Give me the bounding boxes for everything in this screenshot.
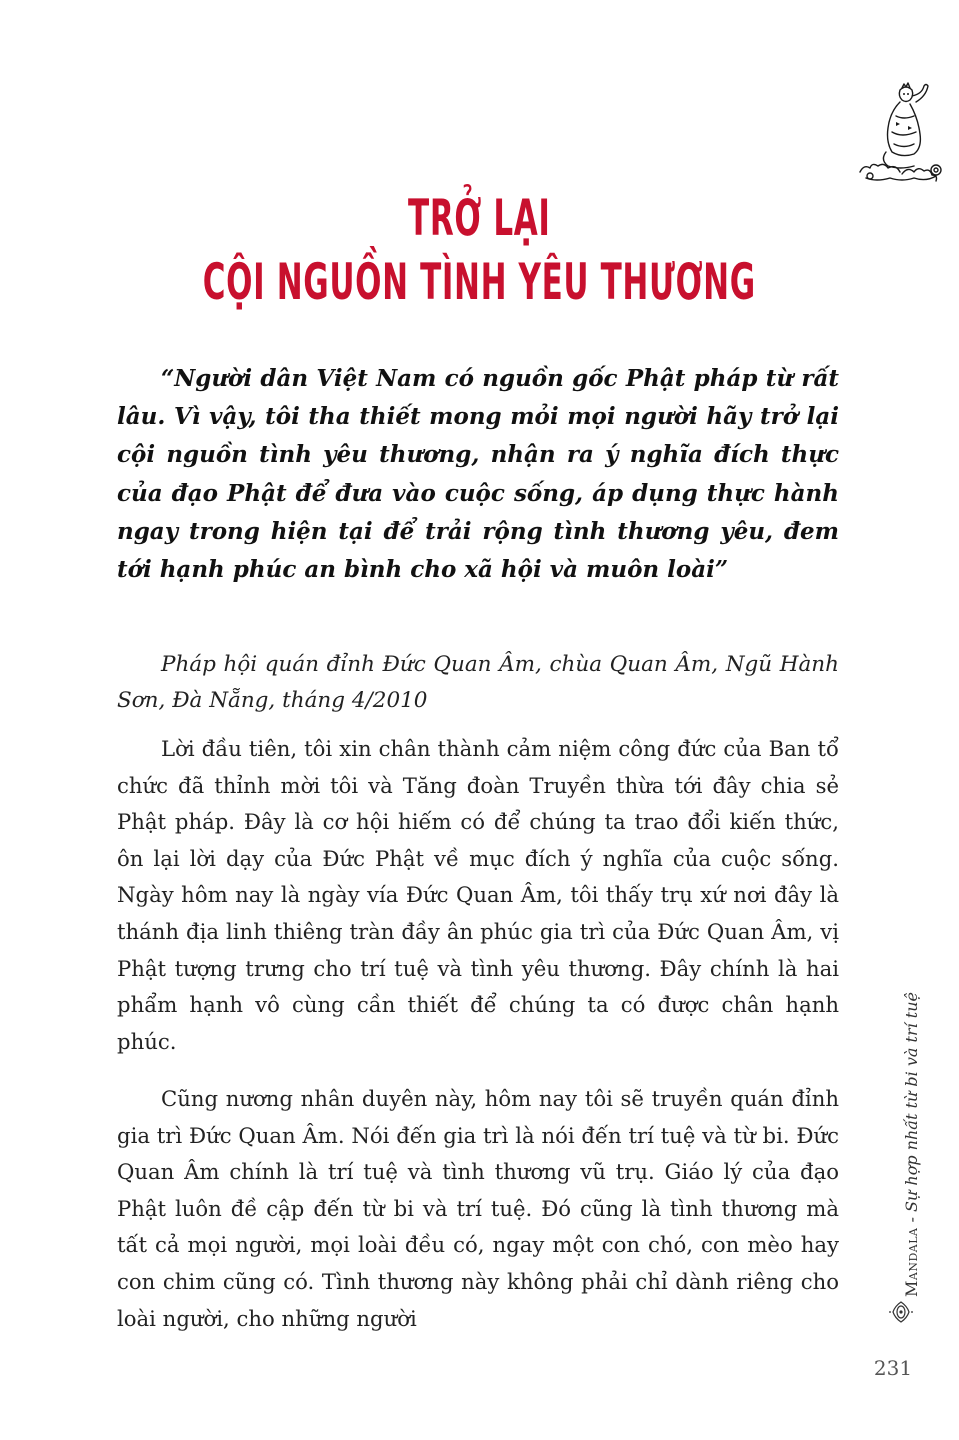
chapter-title-line-2: CỘI NGUỒN TÌNH YÊU THƯƠNG: [202, 253, 756, 311]
chapter-title-line-1: TRỞ LẠI: [408, 189, 551, 247]
book-subtitle: Sự hợp nhất từ bi và trí tuệ: [902, 991, 921, 1212]
series-name: Mandala: [902, 1227, 921, 1297]
deity-illustration-icon: [856, 82, 946, 184]
epigraph-quote: “Người dân Việt Nam có nguồn gốc Phật pháp từ rất lâu. Vì vậy, tôi tha thiết mong mỏi mọi người hãy trở lại cội nguồn tình yêu thương, nhận ra ý nghĩa đích thực của đạo Phật để đưa vào cuộc sống, áp dụng thực hành ngay trong hiện tại để trải rộng tình thương yêu, đem tới hạnh phúc an bình cho xã hội và muôn loài”: [117, 365, 839, 584]
event-location: Pháp hội quán đỉnh Đức Quan Âm, chùa Quan Âm, Ngũ Hành Sơn, Đà Nẵng, tháng 4/2010: [117, 652, 839, 713]
chapter-title: [182, 186, 777, 314]
running-footer-vertical: [882, 975, 922, 1355]
series-separator: -: [902, 1211, 921, 1228]
body-paragraph: Cũng nương nhân duyên này, hôm nay tôi sẽ truyền quán đỉnh gia trì Đức Quan Âm. Nói đến gia trì là nói đến trí tuệ và từ bi. Đức Quan Âm chính là trí tuệ và tình thương vũ trụ. Giáo lý của đạo Phật luôn đề cập đến từ bi và trí tuệ. Đó cũng là tình thương mà tất cả mọi người, mọi loài đều có, ngay một con chó, con mèo hay con chim cũng có. Tình thương này không phải chỉ dành riêng cho loài người, cho những người: [117, 1086, 839, 1331]
page-number: 231: [873, 1356, 913, 1380]
book-title-vertical: [902, 992, 921, 1297]
lotus-ornament-icon: [888, 1299, 914, 1325]
body-paragraph: Lời đầu tiên, tôi xin chân thành cảm niệm công đức của Ban tổ chức đã thỉnh mời tôi và Tăng đoàn Truyền thừa tới đây chia sẻ Phật pháp. Đây là cơ hội hiếm có để chúng ta trao đổi kiến thức, ôn lại lời dạy của Đức Phật về mục đích ý nghĩa của cuộc sống. Ngày hôm nay là ngày vía Đức Quan Âm, tôi thấy trụ xứ nơi đây là thánh địa linh thiêng tràn đầy ân phúc gia trì của Đức Quan Âm, vị Phật tượng trưng cho trí tuệ và tình yêu thương. Đây chính là hai phẩm hạnh vô cùng cần thiết để chúng ta có được chân hạnh phúc.: [117, 736, 839, 1054]
